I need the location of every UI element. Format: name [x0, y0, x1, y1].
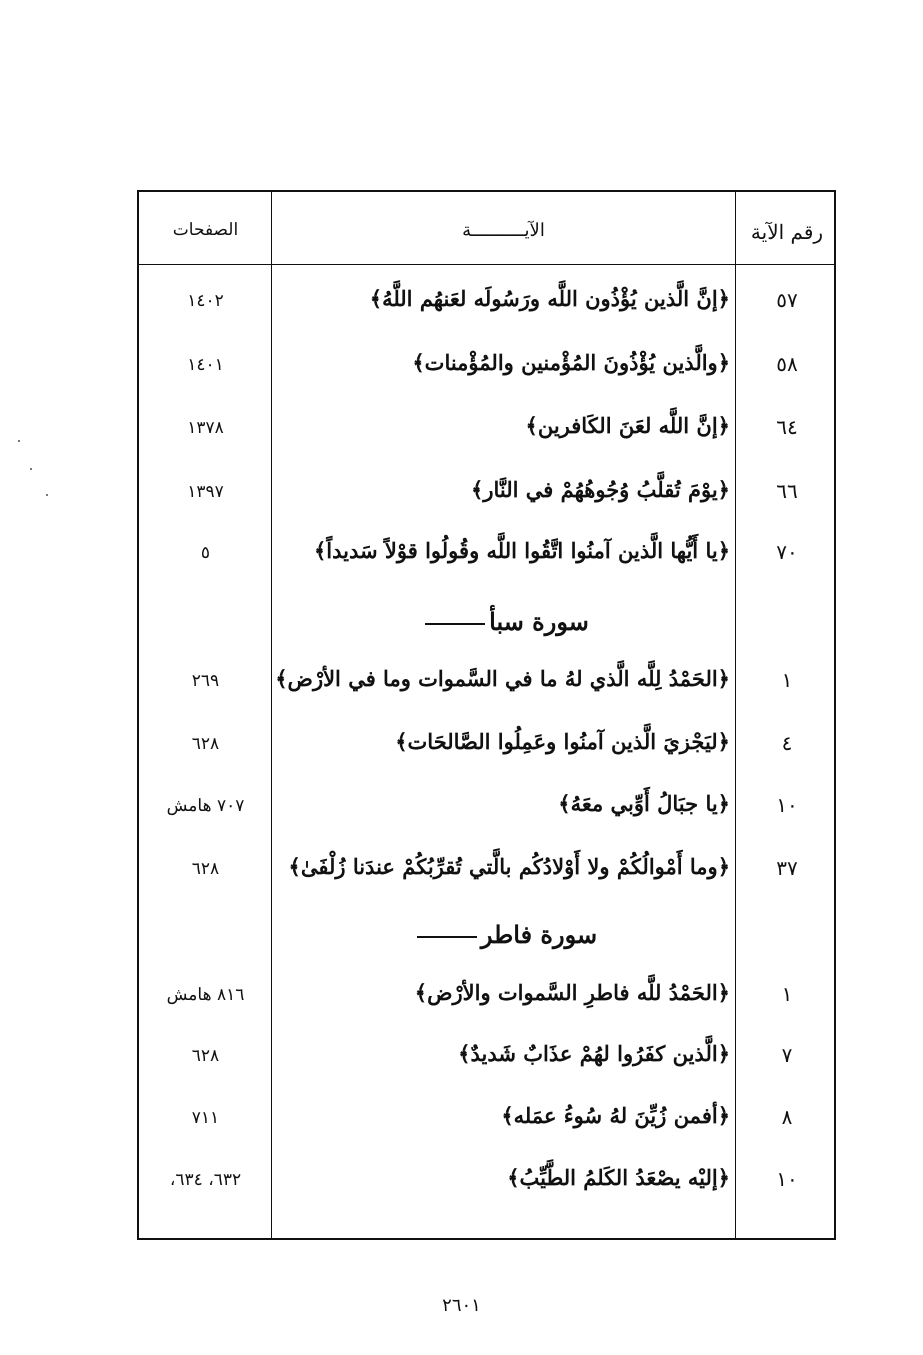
page-ref: ١٣٧٨	[187, 418, 224, 438]
page-ref: ٦٢٨	[191, 1046, 220, 1066]
page-ref: ٢٦٩	[191, 671, 220, 691]
ayah-number: ٦٦	[776, 479, 798, 503]
column-divider-pages	[271, 192, 272, 1238]
ayah-number: ٧٠	[776, 540, 798, 564]
page-number: ٢٦٠١	[442, 1295, 481, 1316]
ayah-number: ١	[781, 668, 793, 692]
page-ref: ٦٢٨	[191, 859, 220, 879]
ayah-number: ١	[781, 982, 793, 1006]
ayah-text: ﴿الَّذين كفَرُوا لهُمْ عذَابٌ شَديدٌ﴾	[458, 1041, 730, 1066]
surah-fatir-title: سورة فاطر	[480, 920, 598, 949]
surah-saba-title: سورة سبأ	[489, 607, 589, 636]
ayah-text: ﴿وما أَمْوالُكُمْ ولا أَوْلادُكُم بالَّتي تُقرِّبُكُمْ عندَنا زُلْفَىٰ﴾	[288, 854, 730, 879]
ayah-number: ٧	[781, 1043, 793, 1067]
column-divider-number	[735, 192, 736, 1238]
kashida-rule	[417, 936, 477, 938]
header-ayah: الآيــــــــــة	[462, 220, 545, 241]
page-ref: ٥	[200, 543, 211, 563]
ayah-text: ﴿ليَجْزيَ الَّذين آمنُوا وعَمِلُوا الصَّالحَات﴾	[395, 729, 730, 754]
scan-speck	[30, 468, 32, 470]
page-ref: ٦٢٨	[191, 734, 220, 754]
ayah-index-table	[137, 190, 836, 1240]
scan-speck	[18, 440, 20, 442]
ayah-text: ﴿والَّذين يُؤْذُونَ المُؤْمنين والمُؤْمنات﴾	[412, 350, 730, 375]
ayah-text: ﴿الحَمْدُ لِلَّه الَّذي لهُ ما في السَّموات وما في الأرْض﴾	[275, 666, 730, 691]
page-ref: ٨١٦ هامش	[166, 985, 245, 1005]
page-ref: ٧١١	[191, 1108, 220, 1128]
ayah-text: ﴿إنَّ الَّذين يُؤْذُون اللَّه ورَسُولَه لعَنهُم اللَّهُ﴾	[369, 286, 730, 311]
ayah-text: ﴿إليْه يصْعَدُ الكَلمُ الطَّيِّبُ﴾	[507, 1165, 730, 1190]
ayah-text: ﴿أفمن زُيِّنَ لهُ سُوءُ عمَله﴾	[501, 1103, 730, 1128]
header-pages: الصفحات	[172, 220, 239, 240]
ayah-text: ﴿يوْمَ تُقلَّبُ وُجُوهُهُمْ في النَّار﴾	[471, 477, 730, 502]
ayah-text: ﴿إنَّ اللَّه لعَنَ الكَافرين﴾	[525, 413, 730, 438]
ayah-number: ٨	[781, 1105, 793, 1129]
ayah-number: ١٠	[776, 1167, 798, 1191]
ayah-number: ٤	[781, 731, 793, 755]
page-ref: ١٤٠١	[187, 355, 224, 375]
page-ref: ٦٣٢، ٦٣٤،	[169, 1170, 242, 1190]
header-ayah-number: رقم الآية	[750, 220, 824, 244]
surah-saba-heading	[274, 607, 736, 636]
ayah-text: ﴿يا أَيُّها الَّذين آمنُوا اتَّقُوا اللَّه وقُولُوا قوْلاً سَديداً﴾	[313, 538, 730, 563]
ayah-number: ٥٨	[776, 352, 798, 376]
kashida-rule	[425, 623, 485, 625]
page-ref: ١٣٩٧	[187, 482, 224, 502]
header-divider	[139, 264, 834, 265]
ayah-number: ٦٤	[776, 415, 798, 439]
page-ref: ١٤٠٢	[187, 291, 224, 311]
ayah-number: ٣٧	[776, 856, 798, 880]
ayah-text: ﴿الحَمْدُ للَّه فاطرِ السَّموات والأرْض﴾	[414, 980, 730, 1005]
ayah-text: ﴿يا جبَالُ أَوِّبي معَهُ﴾	[558, 791, 730, 816]
ayah-number: ١٠	[776, 793, 798, 817]
ayah-number: ٥٧	[776, 288, 798, 312]
scan-speck	[46, 494, 48, 496]
surah-fatir-heading	[274, 920, 736, 949]
page-ref: ٧٠٧ هامش	[166, 796, 245, 816]
